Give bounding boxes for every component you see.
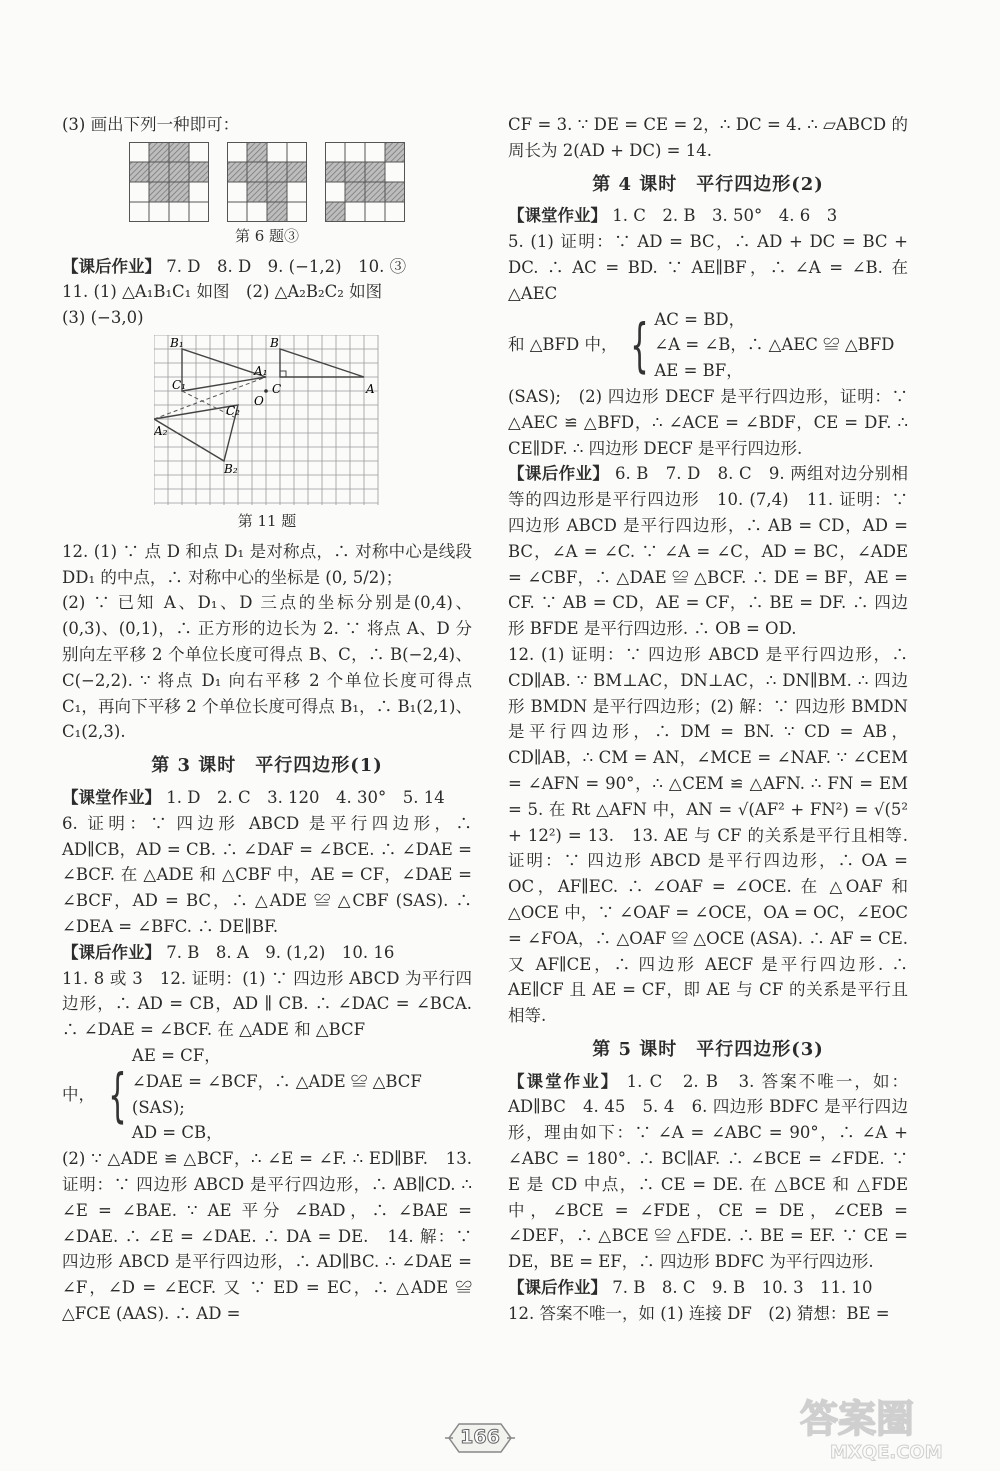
section-tag: 【课堂作业】 xyxy=(62,787,161,807)
answer-line: 7. D 8. D 9. (−1,2) 10. ③ xyxy=(161,256,407,276)
label-a1: A₁ xyxy=(254,363,268,378)
brace-system: 和 △BFD 中， { AC = BD， ∠A = ∠B，∴ △AEC ≌ △BFD AE = BF， xyxy=(508,309,895,381)
answer-paragraph: 5. (1) 证明：∵ AD = BC，∴ AD + DC = BC + DC. ∴ AC = BD. ∵ AE∥BF，∴ ∠A = ∠B. 在 △AEC xyxy=(508,232,908,303)
right-column xyxy=(508,112,925,1327)
answer-paragraph: 6. B 7. D 8. C 9. 两组对边分别相等的四边形是平行四边形 10. (7,4) 11. 证明：∵ 四边形 ABCD 是平行四边形，∴ AB = CD，AD = BC，∠A = ∠C. ∵ ∠A = ∠C，AD = BC，∠ADE = ∠CBF，∴ △DAE ≌ △BCF. ∴ DE = BF，AE = CF. ∵ AB = CD，AE = CF，∴ BE = DF. ∴ 四边形 BFDE 是平行四边形. ∴ OB = OD. xyxy=(508,464,909,639)
watermark-graphic xyxy=(790,1390,980,1465)
left-column xyxy=(62,112,472,1327)
label-c1: C₁ xyxy=(172,377,186,392)
lesson-heading: 第 5 课时 平行四边形(3) xyxy=(592,1038,824,1060)
answer-line: 7. B 8. A 9. (1,2) 10. 16 xyxy=(161,942,395,962)
grid-figure-3 xyxy=(325,142,405,222)
label-b2: B₂ xyxy=(224,461,238,476)
answer-paragraph: (2) ∵ △ADE ≌ △BCF，∴ ∠E = ∠F. ∴ ED∥BF. 13. 证明：∵ 四边形 ABCD 是平行四边形，∴ AB∥CD. ∴ ∠E = ∠BAE. ∵ AE 平分 ∠BAD，∴ ∠BAE = ∠DAE. ∴ ∠E = ∠DAE. ∴ DA = DE. 14. 解：∵ 四边形 ABCD 是平行四边形，∴ AD∥BC. ∴ ∠DAE = ∠F，∠D = ∠ECF. 又 ∵ ED = EC，∴ △ADE ≌ △FCE (AAS). ∴ AD = xyxy=(62,1149,472,1323)
label-a: A xyxy=(366,381,375,396)
label-a2: A₂ xyxy=(154,423,168,438)
brace-system: 中， { AE = CF， ∠DAE = ∠BCF，∴ △ADE ≌ △BCF (SAS); AD = CB， xyxy=(62,1045,422,1143)
answer-paragraph: 12. (1) 证明：∵ 四边形 ABCD 是平行四边形，∴ CD∥AB. ∵ BM⊥AC，DN⊥AC，∴ DN∥BM. ∴ 四边形 BMDN 是平行四边形；(2) 解：∵ 四边形 BMDN 是平行四边形，∴ DM = BN. ∵ CD = AB，CD∥AB，∴ CM = AN，∠MCE = ∠NAF. ∵ ∠CEM = ∠AFN = 90°，∴ △CEM ≌ △AFN. ∴ FN = EM = 5. 在 Rt △AFN 中，AN = √(AF² + FN²) = √(5² + 12²) = 13. 13. AE 与 CF 的关系是平行且相等. 证明：∵ 四边形 ABCD 是平行四边形，∴ OA = OC，AF∥EC. ∴ ∠OAF = ∠OCE. 在 △OAF 和 △OCE 中，∵ ∠OAF = ∠OCE，OA = OC，∠EOC = ∠FOA，∴ △OAF ≌ △OCE (ASA). ∴ AF = CE. 又 AF∥CE，∴ 四边形 AECF 是平行四边形. ∴ AE∥CF 且 AE = CF，即 AE 与 CF 的关系是平行且相等. xyxy=(508,644,925,1026)
section-tag: 【课后作业】 xyxy=(508,1278,607,1298)
answer-line: 11. (1) △A₁B₁C₁ 如图 (2) △A₂B₂C₂ 如图 xyxy=(62,282,383,302)
answer-line: 12. 答案不唯一，如 (1) 连接 DF (2) 猜想：BE = xyxy=(508,1303,890,1323)
grid-figure-1 xyxy=(129,142,209,222)
answer-line: (3) (−3,0) xyxy=(62,308,144,328)
figure-11-caption: 第 11 题 xyxy=(237,511,297,530)
label-c: C xyxy=(272,381,282,396)
svg-text:MXQE.COM: MXQE.COM xyxy=(830,1442,943,1463)
grid-figure-2 xyxy=(227,142,307,222)
answer-paragraph: (SAS); (2) 四边形 DECF 是平行四边形，证明：∵ △AEC ≌ △BFD，∴ ∠ACE = ∠BDF，CE = DF. ∴ CE∥DF. ∴ 四边形 DECF 是平行四边形. xyxy=(508,386,908,458)
figure-11-grid xyxy=(154,335,380,507)
label-c2: C₂ xyxy=(226,403,240,418)
answer-paragraph: 6. 证明：∵ 四边形 ABCD 是平行四边形，∴ AD∥CB，AD = CB. ∴ ∠DAF = ∠BCE. ∴ ∠DAE = ∠BCF. 在 △ADE 和 △CBF 中，AE = CF，∠DAE = ∠BCF，AD = BC，∴ △ADE ≌ △CBF (SAS). ∴ ∠DEA = ∠BFC. ∴ DE∥BF. xyxy=(62,813,472,936)
label-b: B xyxy=(270,335,279,350)
page-number-badge xyxy=(445,1418,515,1458)
lesson-heading: 第 3 课时 平行四边形(1) xyxy=(151,755,383,777)
answer-line: 7. B 8. C 9. B 10. 3 11. 10 xyxy=(607,1278,873,1298)
label-b1: B₁ xyxy=(170,335,184,350)
watermark-logo xyxy=(790,1390,980,1465)
answer-paragraph: CF = 3. ∵ DE = CE = 2，∴ DC = 4. ∴ ▱ABCD 的周长为 2(AD + DC) = 14. xyxy=(508,115,908,160)
figure-6-caption: 第 6 题③ xyxy=(234,226,300,245)
section-tag: 【课后作业】 xyxy=(508,464,610,484)
label-o: O xyxy=(254,393,264,408)
answer-paragraph: 11. 8 或 3 12. 证明：(1) ∵ 四边形 ABCD 为平行四边形，∴ AD = CB，AD ∥ CB. ∴ ∠DAC = ∠BCA. ∴ ∠DAE = ∠BCF. 在 △ADE 和 △BCF xyxy=(62,968,472,1040)
figure-6 xyxy=(62,142,472,222)
q6-part3-text: (3) 画出下列一种即可： xyxy=(62,115,240,134)
svg-text:答案圈: 答案圈 xyxy=(800,1397,915,1441)
answer-line: 1. C 2. B 3. 50° 4. 6 3 xyxy=(607,206,838,226)
lesson-heading: 第 4 课时 平行四边形(2) xyxy=(592,173,824,195)
section-tag: 【课堂作业】 xyxy=(508,1071,620,1091)
section-tag: 【课堂作业】 xyxy=(508,206,607,226)
answer-paragraph: 1. C 2. B 3. 答案不唯一，如：AD∥BC 4. 45 5. 4 6. 四边形 BDFC 是平行四边形，理由如下：∵ ∠A = ∠ABC = 90°，∴ ∠A + ∠ABC = 180°. ∴ BC∥AF. ∴ ∠BCE = ∠FDE. ∵ E 是 CD 中点，∴ CE = DE. 在 △BCE 和 △FDE 中，∠BCE = ∠FDE，CE = DE，∠CEB = ∠DEF，∴ △BCE ≌ △FDE. ∴ BE = EF. ∵ CE = DE，BE = EF，∴ 四边形 BDFC 为平行四边形. xyxy=(508,1071,908,1272)
section-tag: 【课后作业】 xyxy=(62,942,161,962)
answer-paragraph: (2) ∵ 已知 A、D₁、D 三点的坐标分别是(0,4)、(0,3)、(0,1)，∴ 正方形的边长为 2. ∵ 将点 A、D 分别向左平移 2 个单位长度可得点 B、C，∴ B(−2,4)、C(−2,2). ∵ 将点 D₁ 向右平移 2 个单位长度可得点 C₁，再向下平移 2 个单位长度可得点 B₁，∴ B₁(2,1)、C₁(2,3). xyxy=(62,593,472,742)
answer-line: 1. D 2. C 3. 120 4. 30° 5. 14 xyxy=(161,787,445,807)
page-number: 166 xyxy=(460,1426,500,1448)
answer-paragraph: 12. (1) ∵ 点 D 和点 D₁ 是对称点，∴ 对称中心是线段 DD₁ 的中点，∴ 对称中心的坐标是 (0, 5/2)； xyxy=(62,541,472,587)
section-tag: 【课后作业】 xyxy=(62,256,161,276)
